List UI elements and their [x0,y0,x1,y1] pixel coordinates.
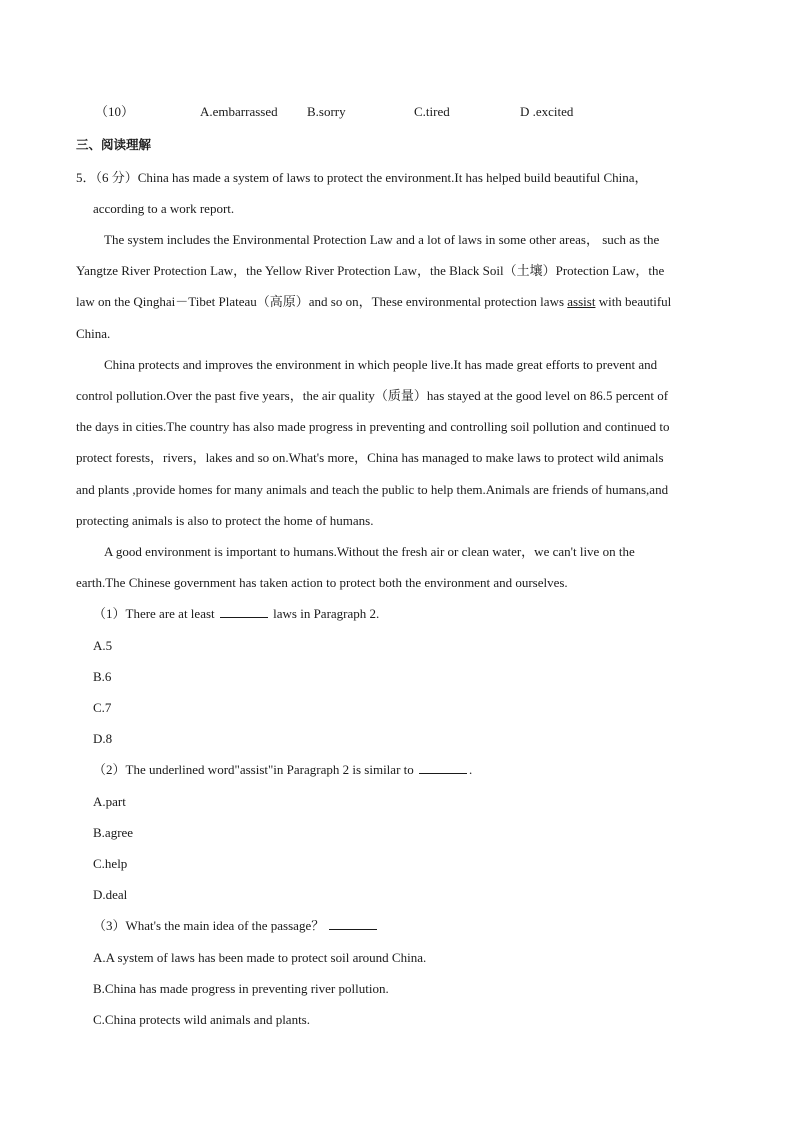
sub-question-2-stem-tail: . [469,762,473,777]
option: A.part [93,794,126,809]
q10-option-d: D .excited [520,104,574,119]
p3-line-1: China protects and improves the environment in which people live.It has made great efforts to prevent and [104,357,658,372]
p2-line-3 [76,294,671,310]
option: B.6 [93,669,112,684]
q10-number: （10） [95,104,135,119]
p2-line-4: China. [76,326,111,341]
option: B.agree [93,825,134,840]
p2-line-3-tail: with beautiful [595,294,672,309]
sub-question-2-stem-text: （2）The underlined word"assist"in Paragraph 2 is similar to [93,762,414,777]
option: C.7 [93,700,112,715]
answer-blank [220,606,268,618]
q10-option-a: A.embarrassed [200,104,278,119]
p3-line-2: control pollution.Over the past five years，the air quality（质量）has stayed at the good level on 86.5 percent of [76,388,669,403]
answer-blank [329,918,377,930]
option: D.8 [93,731,113,746]
p3-line-3: the days in cities.The country has also made progress in preventing and controlling soil pollution and continued to [76,419,670,434]
option: B.China has made progress in preventing river pollution. [93,981,389,996]
underlined-word-assist: assist [567,294,596,309]
option: A.5 [93,638,113,653]
option: C.China protects wild animals and plants. [93,1012,310,1027]
p2-line-2: Yangtze River Protection Law，the Yellow River Protection Law，the Black Soil（土壤）Protection Law，the [76,263,665,278]
p3-line-6: protecting animals is also to protect the home of humans. [76,513,374,528]
question5-header: 5．（6 分）China has made a system of laws to protect the environment.It has helped build beautiful China， [76,170,648,185]
p4-line-1: A good environment is important to humans.Without the fresh air or clean water，we can't live on the [104,544,635,559]
sub-question-3-stem-text: （3）What's the main idea of the passage？ [93,918,325,933]
sub-question-2-stem [93,762,472,778]
p4-line-2: earth.The Chinese government has taken action to protect both the environment and ourselves. [76,575,568,590]
p2-line-3-text: law on the Qinghai－Tibet Plateau（高原）and so on，These environmental protection laws [76,294,565,309]
sub-question-1-stem-tail: laws in Paragraph 2. [273,606,380,621]
p3-line-4: protect forests，rivers，lakes and so on.What's more，China has managed to make laws to protect wild animals [76,450,664,465]
sub-question-3-stem [93,918,379,934]
answer-blank [419,762,467,774]
option: C.help [93,856,128,871]
q10-option-b: B.sorry [307,104,346,119]
sub-question-1-stem [93,606,379,622]
p2-line-1: The system includes the Environmental Protection Law and a lot of laws in some other areas， such as the [104,232,660,247]
sub-question-1-stem-text: （1）There are at least [93,606,215,621]
option: D.deal [93,887,128,902]
q10-option-c: C.tired [414,104,450,119]
section-title: 三、阅读理解 [76,137,152,152]
option: A.A system of laws has been made to protect soil around China. [93,950,427,965]
p3-line-5: and plants ,provide homes for many animals and teach the public to help them.Animals are friends of humans,and [76,482,669,497]
question5-header-cont: according to a work report. [93,201,235,216]
